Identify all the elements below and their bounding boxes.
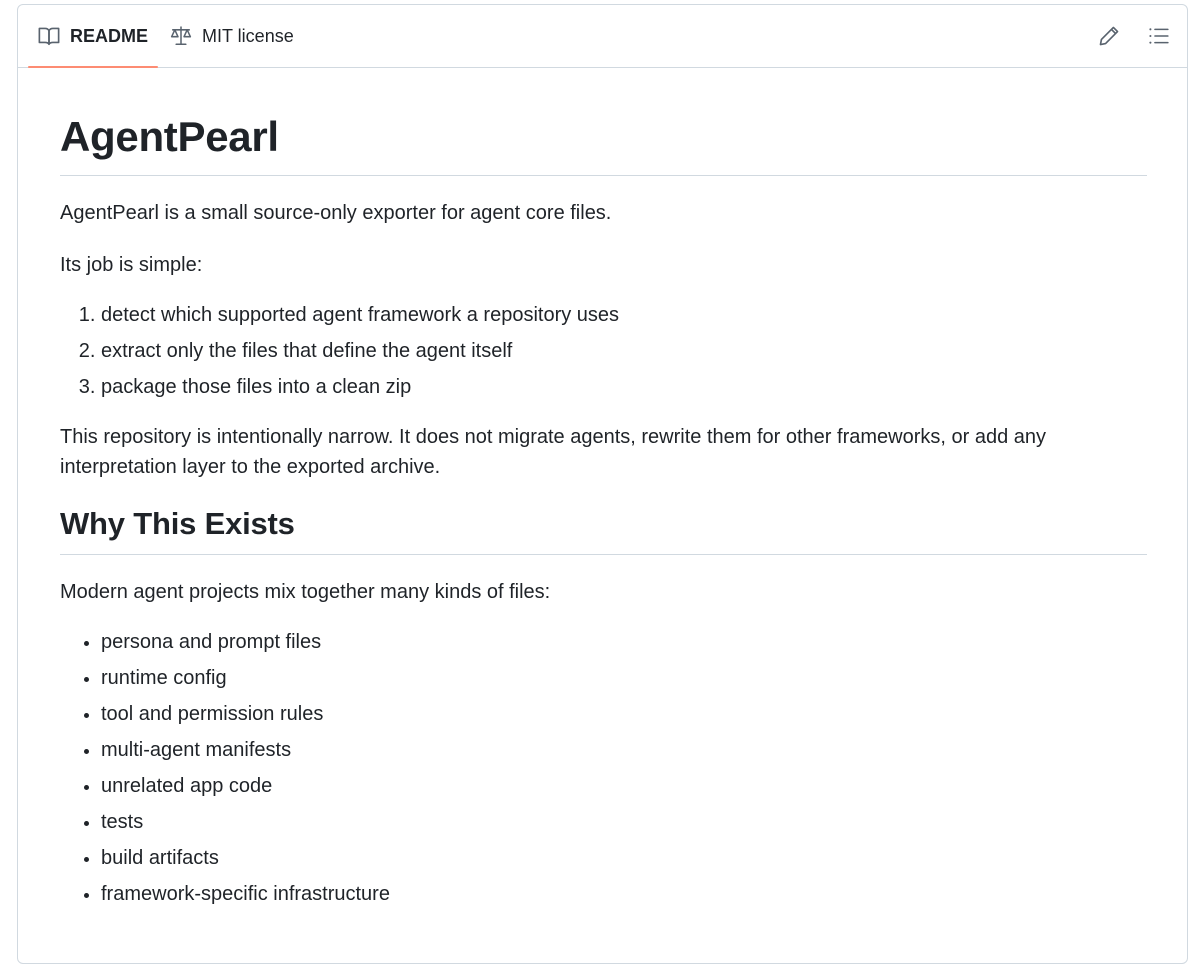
list-item: • multi-agent manifests bbox=[101, 735, 1147, 765]
list-item: • unrelated app code bbox=[101, 771, 1147, 801]
tab-readme[interactable] bbox=[28, 5, 158, 67]
section-intro-paragraph: Modern agent projects mix together many kinds of files: bbox=[60, 581, 551, 603]
edit-file-button[interactable] bbox=[1093, 20, 1125, 52]
pencil-icon bbox=[1098, 25, 1120, 47]
tab-license-label: MIT license bbox=[202, 25, 294, 46]
why-this-exists-heading: Why This Exists bbox=[60, 504, 1147, 555]
list-icon bbox=[1148, 25, 1170, 47]
job-intro-paragraph: Its job is simple: bbox=[60, 254, 203, 276]
intro-paragraph: AgentPearl is a small source-only exporter for agent core files. bbox=[60, 202, 612, 224]
list-item: 1. detect which supported agent framework a repository uses bbox=[101, 300, 1147, 330]
steps-list bbox=[60, 300, 1147, 402]
list-item: • build artifacts bbox=[101, 843, 1147, 873]
list-item: • tests bbox=[101, 807, 1147, 837]
outline-button[interactable] bbox=[1143, 20, 1175, 52]
file-kinds-list bbox=[60, 627, 1147, 909]
list-item: • runtime config bbox=[101, 663, 1147, 693]
list-item: • persona and prompt files bbox=[101, 627, 1147, 657]
readme-panel bbox=[17, 4, 1188, 964]
tab-license[interactable] bbox=[160, 5, 304, 67]
list-item: • tool and permission rules bbox=[101, 699, 1147, 729]
readme-title: AgentPearl bbox=[60, 113, 1147, 176]
readme-actions bbox=[1093, 5, 1175, 67]
book-icon bbox=[38, 25, 60, 47]
list-item: 3. package those files into a clean zip bbox=[101, 372, 1147, 402]
scope-note-paragraph: This repository is intentionally narrow. It does not migrate agents, rewrite them for other frameworks, or add any interpretation layer to the exported archive. bbox=[60, 426, 1046, 478]
list-item: 2. extract only the files that define the agent itself bbox=[101, 336, 1147, 366]
tab-readme-label: README bbox=[70, 25, 149, 46]
readme-tab-bar bbox=[18, 5, 1187, 68]
readme-content bbox=[60, 113, 1147, 915]
list-item: • framework-specific infrastructure bbox=[101, 879, 1147, 909]
scale-icon bbox=[170, 25, 192, 47]
